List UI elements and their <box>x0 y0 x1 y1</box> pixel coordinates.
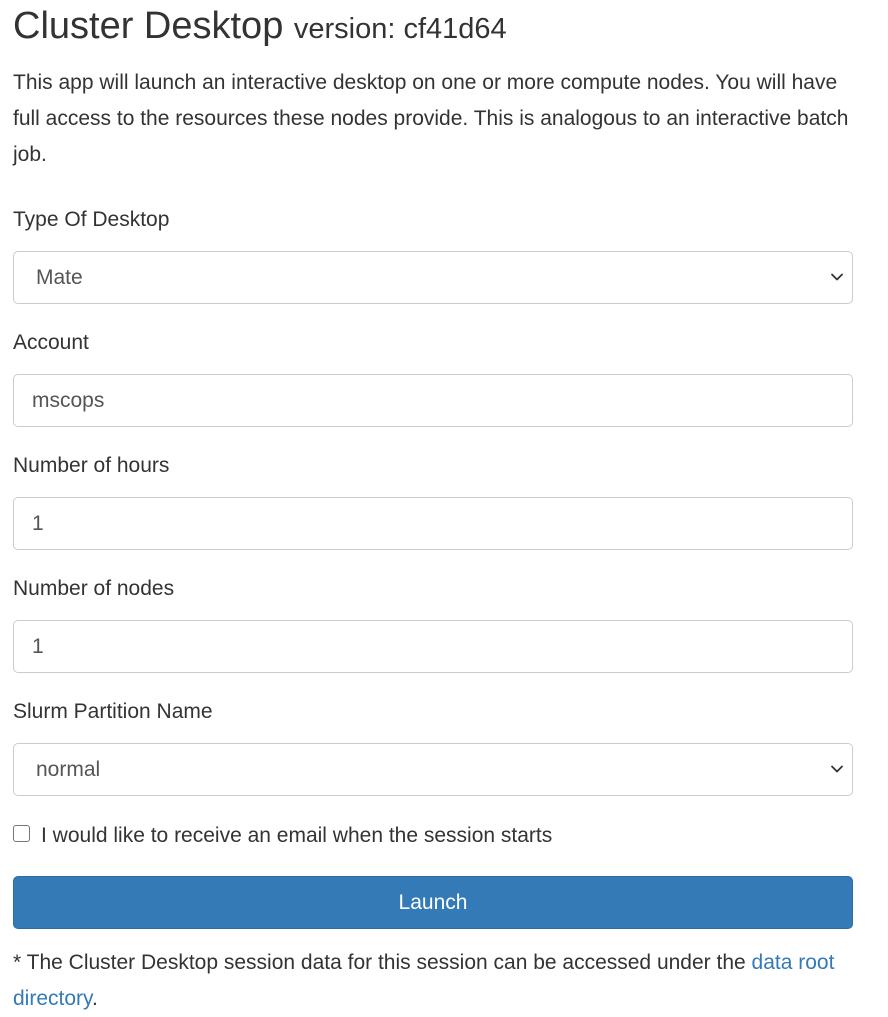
footer-text: * The Cluster Desktop session data for this session can be accessed under the <box>13 951 752 974</box>
partition-label: Slurm Partition Name <box>13 700 213 723</box>
page-title <box>13 0 853 53</box>
nodes-value: 1 <box>32 635 44 658</box>
chevron-down-icon <box>830 762 844 776</box>
launch-button[interactable]: Launch <box>13 876 853 929</box>
account-value: mscops <box>32 389 105 412</box>
hours-label: Number of hours <box>13 454 170 477</box>
email-checkbox-row <box>13 820 853 852</box>
hours-input[interactable] <box>13 497 853 550</box>
email-checkbox-label[interactable]: I would like to receive an email when the session starts <box>41 824 553 847</box>
data-root-directory-link[interactable]: data root directory <box>13 951 835 1010</box>
account-input[interactable] <box>13 374 853 427</box>
footer-period: . <box>91 987 98 1010</box>
app-form-container <box>13 0 853 1017</box>
partition-select[interactable] <box>13 743 853 796</box>
footer-note <box>13 945 853 1017</box>
desktop-type-select[interactable] <box>13 251 853 304</box>
chevron-down-icon <box>830 270 844 284</box>
nodes-label: Number of nodes <box>13 577 175 600</box>
nodes-group <box>13 574 853 673</box>
partition-value: normal <box>36 758 101 781</box>
account-label: Account <box>13 331 89 354</box>
desktop-type-group <box>13 205 853 304</box>
desktop-type-value: Mate <box>36 266 83 289</box>
hours-group <box>13 451 853 550</box>
account-group <box>13 328 853 427</box>
partition-group <box>13 697 853 796</box>
app-title: Cluster Desktop <box>13 5 284 47</box>
nodes-input[interactable] <box>13 620 853 673</box>
app-description: This app will launch an interactive desktop on one or more compute nodes. You will have full access to the resources these nodes provide. This is analogous to an interactive batch job. <box>13 71 849 166</box>
email-checkbox[interactable] <box>13 825 30 842</box>
desktop-type-label: Type Of Desktop <box>13 208 170 231</box>
version-label: version: cf41d64 <box>293 13 507 45</box>
hours-value: 1 <box>32 512 44 535</box>
